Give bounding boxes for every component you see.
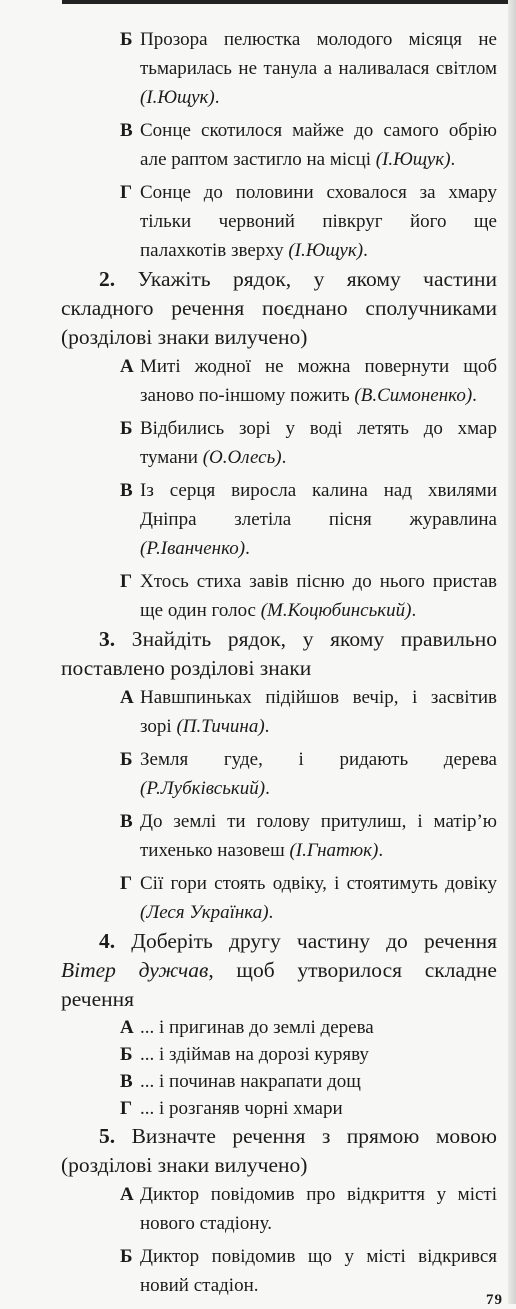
- option-text: Прозора пелюстка молодого місяця не тьмарилась не танула а наливалася світлом: [140, 29, 497, 79]
- option-tail: .: [268, 902, 274, 923]
- question-text: [61, 927, 497, 1014]
- option-author: (Леся Українка): [140, 902, 269, 923]
- option-text: Навшпиньках підійшов вечір, і засвітив зорі: [140, 687, 497, 737]
- option-text: Сонце скотилося майже до самого обрію але раптом застигло на місці: [140, 120, 497, 170]
- option-author: (М.Коцюбинський): [260, 600, 412, 621]
- option-letter: В: [120, 811, 133, 832]
- question-prompt: Доберіть другу частину до речення: [115, 929, 497, 953]
- question-number: 4.: [99, 929, 116, 953]
- option-letter: В: [120, 120, 133, 141]
- q4-option-v: [61, 1068, 497, 1095]
- question-text: [61, 265, 497, 352]
- option-text: ... і розганяв чорні хмари: [140, 1098, 343, 1119]
- question-prompt-end: , щоб утворилося складне речення: [61, 958, 497, 1011]
- q2-option-g: [61, 567, 497, 625]
- option-letter: А: [120, 1184, 134, 1205]
- option-tail: .: [378, 840, 384, 861]
- question-number: 5.: [99, 1124, 116, 1148]
- option-tail: .: [265, 778, 270, 799]
- option-letter: А: [120, 1017, 134, 1038]
- question-number: 2.: [99, 267, 116, 291]
- q5-option-b: [61, 1242, 497, 1300]
- q2-option-v: [61, 476, 497, 563]
- page-number: 79: [486, 1292, 503, 1308]
- question-5: [61, 1122, 497, 1300]
- option-letter: Б: [120, 1246, 133, 1267]
- option-letter: Б: [120, 29, 133, 50]
- option-tail: .: [411, 600, 417, 621]
- question-text: [61, 1122, 497, 1180]
- option-tail: .: [245, 538, 250, 559]
- q4-option-a: [61, 1014, 497, 1041]
- question-2: [61, 265, 497, 625]
- option-tail: .: [472, 385, 477, 406]
- q4-option-g: [61, 1095, 497, 1122]
- option-author: (І.Ющук): [375, 149, 451, 170]
- option-author: (І.Ющук): [288, 240, 364, 261]
- question-text: [61, 625, 497, 683]
- q1-option-g: [61, 178, 497, 265]
- option-text: Хтось стиха завів пісню до нього пристав ще один голос: [140, 571, 497, 621]
- q3-option-g: [61, 869, 497, 927]
- option-tail: .: [264, 716, 270, 737]
- question-prompt: Визначте речення з прямою мовою (розділові знаки вилучено): [61, 1124, 497, 1177]
- option-text: Із серця виросла калина над хвилями Дніпра злетіла пісня журавлина: [140, 480, 497, 530]
- q3-option-v: [61, 807, 497, 865]
- q3-option-b: [61, 745, 497, 803]
- option-text: Відбились зорі у воді летять до хмар тумани: [140, 418, 497, 468]
- option-text: ... і пригинав до землі дерева: [140, 1017, 374, 1038]
- q2-option-a: [61, 352, 497, 410]
- q2-option-b: [61, 414, 497, 472]
- option-tail: .: [281, 447, 287, 468]
- option-letter: Г: [120, 182, 133, 203]
- question-prompt: Знайдіть рядок, у якому правильно поставлено розділові знаки: [61, 627, 497, 680]
- option-author: (І.Ющук): [140, 87, 215, 108]
- option-letter: Г: [120, 1098, 133, 1119]
- question-prompt: Укажіть рядок, у якому частини складного речення поєднано сполучниками (розділові знаки вилучено): [61, 267, 497, 349]
- option-letter: А: [120, 356, 134, 377]
- option-text: Земля гуде, і ридають дерева: [140, 749, 497, 770]
- top-rule: [62, 0, 516, 4]
- option-letter: Г: [120, 571, 133, 592]
- question-4: [61, 927, 497, 1122]
- option-text: ... і здіймав на дорозі куряву: [140, 1044, 369, 1065]
- q4-option-b: [61, 1041, 497, 1068]
- option-text: Сонце до половини сховалося за хмару тільки червоний півкруг його ще палахкотів зверху: [140, 182, 497, 261]
- option-author: (П.Тичина): [176, 716, 265, 737]
- option-author: (О.Олесь): [202, 447, 282, 468]
- question-3: [61, 625, 497, 927]
- option-text: Диктор повідомив що у місті відкрився новий стадіон.: [140, 1246, 497, 1296]
- question-sentence: Вітер дужчав: [61, 958, 209, 982]
- option-letter: В: [120, 480, 133, 501]
- option-author: (І.Гнатюк): [289, 840, 379, 861]
- option-letter: В: [120, 1071, 133, 1092]
- q5-option-a: [61, 1180, 497, 1238]
- option-letter: Б: [120, 418, 133, 439]
- question-number: 3.: [99, 627, 116, 651]
- option-text: До землі ти голову притулиш, і матір’ю тихенько назовеш: [140, 811, 497, 861]
- option-author: (Р.Іванченко): [140, 538, 246, 559]
- option-text: Диктор повідомив про відкриття у місті нового стадіону.: [140, 1184, 497, 1234]
- option-author: (В.Симоненко): [354, 385, 473, 406]
- q1-option-v: [61, 116, 497, 174]
- option-tail: .: [450, 149, 456, 170]
- option-letter: Б: [120, 1044, 133, 1065]
- option-text: ... і починав накрапати дощ: [140, 1071, 361, 1092]
- option-letter: А: [120, 687, 134, 708]
- option-tail: .: [214, 87, 220, 108]
- q1-option-b: [61, 25, 497, 112]
- option-letter: Б: [120, 749, 133, 770]
- option-text: Миті жодної не можна повернути щоб заново по-іншому пожить: [140, 356, 497, 406]
- option-letter: Г: [120, 873, 133, 894]
- option-tail: .: [363, 240, 368, 261]
- option-author: (Р.Лубківський): [140, 778, 266, 799]
- exercise-page: [61, 25, 497, 1300]
- option-text: Сії гори стоять одвіку, і стоятимуть довіку: [140, 873, 497, 894]
- page-edge-shadow: [508, 0, 516, 1304]
- q3-option-a: [61, 683, 497, 741]
